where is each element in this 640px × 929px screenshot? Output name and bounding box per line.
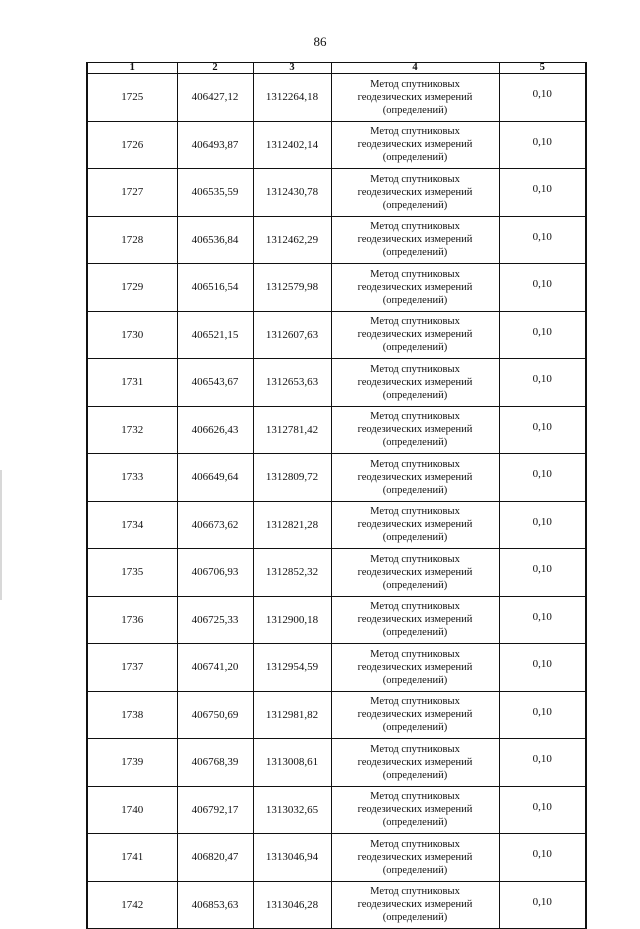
x-coordinate-cell: 406768,39: [177, 739, 253, 787]
point-number-cell: 1737: [87, 644, 177, 692]
x-coordinate-cell: 406535,59: [177, 169, 253, 217]
method-text-line: геодезических измерений: [357, 186, 473, 198]
method-cell: [331, 359, 499, 407]
method-text-line: Метод спутниковых: [370, 506, 460, 518]
y-coordinate-cell: 1313032,65: [253, 786, 331, 834]
y-coordinate-cell: 1312954,59: [253, 644, 331, 692]
table-row: [87, 169, 586, 217]
method-text-line: геодезических измерений: [357, 234, 473, 246]
method-cell: [331, 501, 499, 549]
y-coordinate-cell: 1312653,63: [253, 359, 331, 407]
method-text-line: Метод спутниковых: [370, 173, 460, 185]
method-text-line: (определений): [382, 437, 448, 449]
x-coordinate-cell: 406427,12: [177, 74, 253, 122]
point-number-cell: 1726: [87, 121, 177, 169]
method-text-line: геодезических измерений: [357, 519, 473, 531]
table-row: [87, 121, 586, 169]
method-text-line: Метод спутниковых: [370, 791, 460, 803]
accuracy-cell: 0,10: [499, 264, 586, 312]
point-number-cell: 1741: [87, 834, 177, 882]
page-number: 86: [313, 34, 327, 49]
y-coordinate-cell: 1312264,18: [253, 74, 331, 122]
point-number-cell: 1740: [87, 786, 177, 834]
method-text-line: (определений): [382, 912, 448, 924]
x-coordinate-cell: 406853,63: [177, 881, 253, 929]
method-text-line: (определений): [382, 722, 448, 734]
method-text-line: Метод спутниковых: [370, 268, 460, 280]
accuracy-cell: 0,10: [499, 359, 586, 407]
method-text-line: Метод спутниковых: [370, 458, 460, 470]
accuracy-cell: 0,10: [499, 74, 586, 122]
y-coordinate-cell: 1312607,63: [253, 311, 331, 359]
accuracy-cell: 0,10: [499, 549, 586, 597]
method-text-line: Метод спутниковых: [370, 886, 460, 898]
method-text-line: геодезических измерений: [357, 471, 473, 483]
accuracy-cell: 0,10: [499, 881, 586, 929]
method-text-line: геодезических измерений: [357, 756, 473, 768]
y-coordinate-cell: 1312462,29: [253, 216, 331, 264]
method-cell: [331, 406, 499, 454]
method-text-line: (определений): [382, 532, 448, 544]
method-cell: [331, 264, 499, 312]
method-text-line: Метод спутниковых: [370, 316, 460, 328]
method-cell: [331, 786, 499, 834]
accuracy-cell: 0,10: [499, 501, 586, 549]
table-row: [87, 834, 586, 882]
method-cell: [331, 169, 499, 217]
point-number-cell: 1742: [87, 881, 177, 929]
table-body: [87, 74, 586, 929]
table-row: [87, 454, 586, 502]
x-coordinate-cell: 406750,69: [177, 691, 253, 739]
header-row: [87, 63, 586, 74]
method-text-line: геодезических измерений: [357, 661, 473, 673]
point-number-cell: 1725: [87, 74, 177, 122]
x-coordinate-cell: 406706,93: [177, 549, 253, 597]
method-cell: [331, 311, 499, 359]
method-text-line: Метод спутниковых: [370, 838, 460, 850]
y-coordinate-cell: 1313046,28: [253, 881, 331, 929]
x-coordinate-cell: 406741,20: [177, 644, 253, 692]
table-row: [87, 739, 586, 787]
point-number-cell: 1727: [87, 169, 177, 217]
y-coordinate-cell: 1312900,18: [253, 596, 331, 644]
y-coordinate-cell: 1312981,82: [253, 691, 331, 739]
header-col-5: 5: [499, 63, 586, 74]
method-cell: [331, 691, 499, 739]
method-cell: [331, 644, 499, 692]
method-text-line: Метод спутниковых: [370, 743, 460, 755]
point-number-cell: 1728: [87, 216, 177, 264]
point-number-cell: 1739: [87, 739, 177, 787]
coordinates-table: [86, 62, 587, 929]
point-number-cell: 1735: [87, 549, 177, 597]
table-row: [87, 549, 586, 597]
method-text-line: Метод спутниковых: [370, 363, 460, 375]
scan-margin-mark: [0, 470, 2, 600]
method-text-line: (определений): [382, 389, 448, 401]
table-header: [87, 63, 586, 74]
table-row: [87, 786, 586, 834]
method-text-line: (определений): [382, 342, 448, 354]
y-coordinate-cell: 1312821,28: [253, 501, 331, 549]
method-text-line: Метод спутниковых: [370, 221, 460, 233]
accuracy-cell: 0,10: [499, 834, 586, 882]
accuracy-cell: 0,10: [499, 786, 586, 834]
table-row: [87, 406, 586, 454]
y-coordinate-cell: 1313008,61: [253, 739, 331, 787]
point-number-cell: 1729: [87, 264, 177, 312]
accuracy-cell: 0,10: [499, 691, 586, 739]
method-text-line: геодезических измерений: [357, 566, 473, 578]
y-coordinate-cell: 1312430,78: [253, 169, 331, 217]
method-cell: [331, 216, 499, 264]
method-text-line: (определений): [382, 579, 448, 591]
header-col-1: 1: [87, 63, 177, 74]
table-row: [87, 596, 586, 644]
accuracy-cell: 0,10: [499, 121, 586, 169]
method-cell: [331, 74, 499, 122]
accuracy-cell: 0,10: [499, 739, 586, 787]
table-row: [87, 501, 586, 549]
method-text-line: Метод спутниковых: [370, 78, 460, 90]
y-coordinate-cell: 1312402,14: [253, 121, 331, 169]
method-text-line: Метод спутниковых: [370, 553, 460, 565]
method-text-line: Метод спутниковых: [370, 648, 460, 660]
y-coordinate-cell: 1312852,32: [253, 549, 331, 597]
method-text-line: (определений): [382, 769, 448, 781]
table-row: [87, 216, 586, 264]
method-text-line: (определений): [382, 152, 448, 164]
x-coordinate-cell: 406725,33: [177, 596, 253, 644]
method-text-line: геодезических измерений: [357, 329, 473, 341]
point-number-cell: 1736: [87, 596, 177, 644]
x-coordinate-cell: 406543,67: [177, 359, 253, 407]
accuracy-cell: 0,10: [499, 454, 586, 502]
method-text-line: (определений): [382, 627, 448, 639]
method-text-line: геодезических измерений: [357, 424, 473, 436]
point-number-cell: 1733: [87, 454, 177, 502]
point-number-cell: 1738: [87, 691, 177, 739]
table-row: [87, 691, 586, 739]
x-coordinate-cell: 406792,17: [177, 786, 253, 834]
method-cell: [331, 454, 499, 502]
point-number-cell: 1731: [87, 359, 177, 407]
x-coordinate-cell: 406516,54: [177, 264, 253, 312]
point-number-cell: 1734: [87, 501, 177, 549]
header-col-4: 4: [331, 63, 499, 74]
accuracy-cell: 0,10: [499, 596, 586, 644]
method-text-line: (определений): [382, 247, 448, 259]
x-coordinate-cell: 406493,87: [177, 121, 253, 169]
accuracy-cell: 0,10: [499, 216, 586, 264]
method-text-line: Метод спутниковых: [370, 696, 460, 708]
method-cell: [331, 549, 499, 597]
method-text-line: геодезических измерений: [357, 614, 473, 626]
method-text-line: геодезических измерений: [357, 804, 473, 816]
method-text-line: (определений): [382, 484, 448, 496]
method-cell: [331, 834, 499, 882]
y-coordinate-cell: 1312781,42: [253, 406, 331, 454]
accuracy-cell: 0,10: [499, 644, 586, 692]
x-coordinate-cell: 406820,47: [177, 834, 253, 882]
method-cell: [331, 739, 499, 787]
method-cell: [331, 121, 499, 169]
accuracy-cell: 0,10: [499, 311, 586, 359]
header-col-3: 3: [253, 63, 331, 74]
method-text-line: Метод спутниковых: [370, 126, 460, 138]
table-row: [87, 311, 586, 359]
method-text-line: геодезических измерений: [357, 139, 473, 151]
method-text-line: Метод спутниковых: [370, 411, 460, 423]
method-text-line: (определений): [382, 104, 448, 116]
accuracy-cell: 0,10: [499, 169, 586, 217]
y-coordinate-cell: 1312579,98: [253, 264, 331, 312]
method-text-line: (определений): [382, 199, 448, 211]
method-text-line: (определений): [382, 864, 448, 876]
method-text-line: (определений): [382, 817, 448, 829]
method-text-line: геодезических измерений: [357, 281, 473, 293]
method-text-line: геодезических измерений: [357, 851, 473, 863]
point-number-cell: 1732: [87, 406, 177, 454]
x-coordinate-cell: 406649,64: [177, 454, 253, 502]
accuracy-cell: 0,10: [499, 406, 586, 454]
method-cell: [331, 596, 499, 644]
x-coordinate-cell: 406536,84: [177, 216, 253, 264]
method-text-line: геодезических измерений: [357, 376, 473, 388]
y-coordinate-cell: 1312809,72: [253, 454, 331, 502]
header-col-2: 2: [177, 63, 253, 74]
method-text-line: (определений): [382, 294, 448, 306]
method-text-line: Метод спутниковых: [370, 601, 460, 613]
method-text-line: геодезических измерений: [357, 899, 473, 911]
y-coordinate-cell: 1313046,94: [253, 834, 331, 882]
table-row: [87, 264, 586, 312]
x-coordinate-cell: 406673,62: [177, 501, 253, 549]
table-row: [87, 74, 586, 122]
table-row: [87, 359, 586, 407]
method-text-line: (определений): [382, 674, 448, 686]
point-number-cell: 1730: [87, 311, 177, 359]
table-row: [87, 644, 586, 692]
method-text-line: геодезических измерений: [357, 91, 473, 103]
method-text-line: геодезических измерений: [357, 709, 473, 721]
x-coordinate-cell: 406626,43: [177, 406, 253, 454]
x-coordinate-cell: 406521,15: [177, 311, 253, 359]
